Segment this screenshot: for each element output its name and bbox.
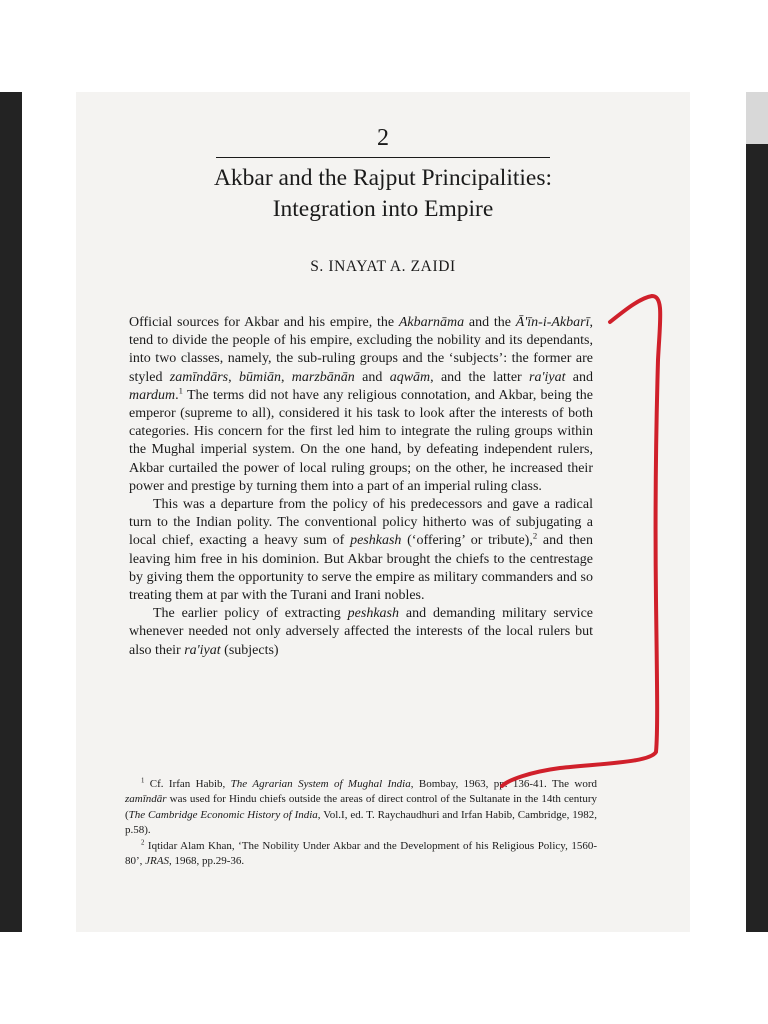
book-page: [76, 92, 690, 932]
text-run: .: [175, 387, 179, 403]
chapter-title-line-2: Integration into Empire: [272, 196, 494, 222]
term-aqwam: aqwām: [389, 369, 431, 385]
text-run: The earlier policy of extracting: [153, 606, 348, 622]
journal-title: JRAS: [145, 855, 169, 868]
paragraph-3: [129, 605, 593, 660]
chapter-title: [76, 163, 690, 225]
chapter-title-line-1: Akbar and the Rajput Principalities:: [213, 165, 553, 191]
term-zamindar: zamīndār: [125, 793, 167, 806]
text-run: and then leaving him free in his dominion. But Akbar brought the chiefs to the centrestage by giving them the opportunity to serve the empire as military commanders and so treating them at par with the Turani and Irani nobles.: [129, 533, 594, 604]
text-run: , and the latter: [430, 369, 530, 385]
footnote-ref-1[interactable]: 1: [178, 385, 183, 396]
term-ain-i-akbari: Ā'īn-i-Akbarī: [515, 315, 590, 330]
text-run: was used for Hindu chiefs outside the areas of direct control of the Sultanate in the 14th century (: [125, 793, 597, 821]
footnote-2: [125, 839, 597, 870]
chapter-rule: [216, 157, 550, 158]
text-run: , tend to divide the people of his empire, excluding the nobility and its dependants, into two classes, namely, the sub-ruling groups and the ‘subjects’: the former are styled: [129, 315, 593, 385]
text-run: The terms did not have any religious connotation, and Akbar, being the emperor (supreme to all), considered it his task to look after the interests of both categories. His concern for the first led him to integrate the ruling groups within the Mughal imperial system. On the one hand, by defeating independent rulers, Akbar curtailed the power of local ruling groups; on the other, he increased their power and prestige by turning them into a part of an imperial ruling class.: [129, 387, 593, 494]
text-run: This was a departure from the policy of his predecessors and gave a radical turn to the Indian polity. The conventional policy hitherto was of subjugating a local chief, exacting a heavy sum of: [129, 497, 593, 549]
text-run: and the: [464, 315, 516, 330]
viewer-left-border: [0, 92, 22, 932]
book-title: The Cambridge Economic History of India: [128, 808, 318, 821]
text-run: , Bombay, 1963, pp. 136-41. The word: [410, 778, 597, 790]
term-mardum: mardum: [129, 387, 176, 403]
footnote-1: [125, 777, 597, 839]
term-akbarnama: Akbarnāma: [398, 315, 465, 330]
text-run: (‘offering’ or tribute),: [401, 533, 533, 549]
text-run: and demanding military service whenever needed not only adversely affected the interests of the local rulers but also their: [129, 606, 594, 658]
term-raiyat: ra'iyat: [529, 369, 566, 385]
text-run: and: [354, 369, 390, 385]
viewer-scrollbar-track[interactable]: [746, 92, 768, 932]
text-run: , Vol.I, ed. T. Raychaudhuri and Irfan Habib, Cambridge, 1982, p.58).: [125, 808, 597, 837]
footnotes: [125, 777, 597, 869]
text-run: and: [565, 369, 594, 385]
chapter-number: 2: [377, 125, 389, 151]
text-run: , 1968, pp.29-36.: [169, 855, 245, 868]
text-run: Cf. Irfan Habib,: [144, 778, 231, 790]
term-peshkash: peshkash: [347, 606, 399, 622]
text-run: ,: [280, 369, 292, 385]
body-text: [129, 314, 593, 660]
text-run: ,: [228, 369, 239, 385]
text-run: Official sources for Akbar and his empire, the: [129, 315, 399, 330]
paragraph-1: [129, 314, 593, 496]
author-name: S. INAYAT A. ZAIDI: [310, 258, 456, 275]
paragraph-2: [129, 496, 593, 605]
term-marzbanan: marzbānān: [291, 369, 355, 385]
text-run: (subjects): [220, 642, 279, 658]
term-bumian: būmiān: [238, 369, 281, 385]
term-raiyat: ra'iyat: [184, 642, 221, 658]
footnote-marker-1: 1: [141, 777, 145, 785]
footnote-ref-2[interactable]: 2: [532, 530, 538, 541]
scrollbar-thumb[interactable]: [746, 92, 768, 144]
term-peshkash: peshkash: [350, 533, 402, 549]
term-zamindars: zamīndārs: [169, 369, 229, 385]
book-title: The Agrarian System of Mughal India: [230, 778, 411, 790]
text-run: Iqtidar Alam Khan, ‘The Nobility Under Akbar and the Development of his Religious Policy, 1560-80’,: [125, 839, 597, 868]
footnote-marker-2: 2: [141, 838, 145, 846]
